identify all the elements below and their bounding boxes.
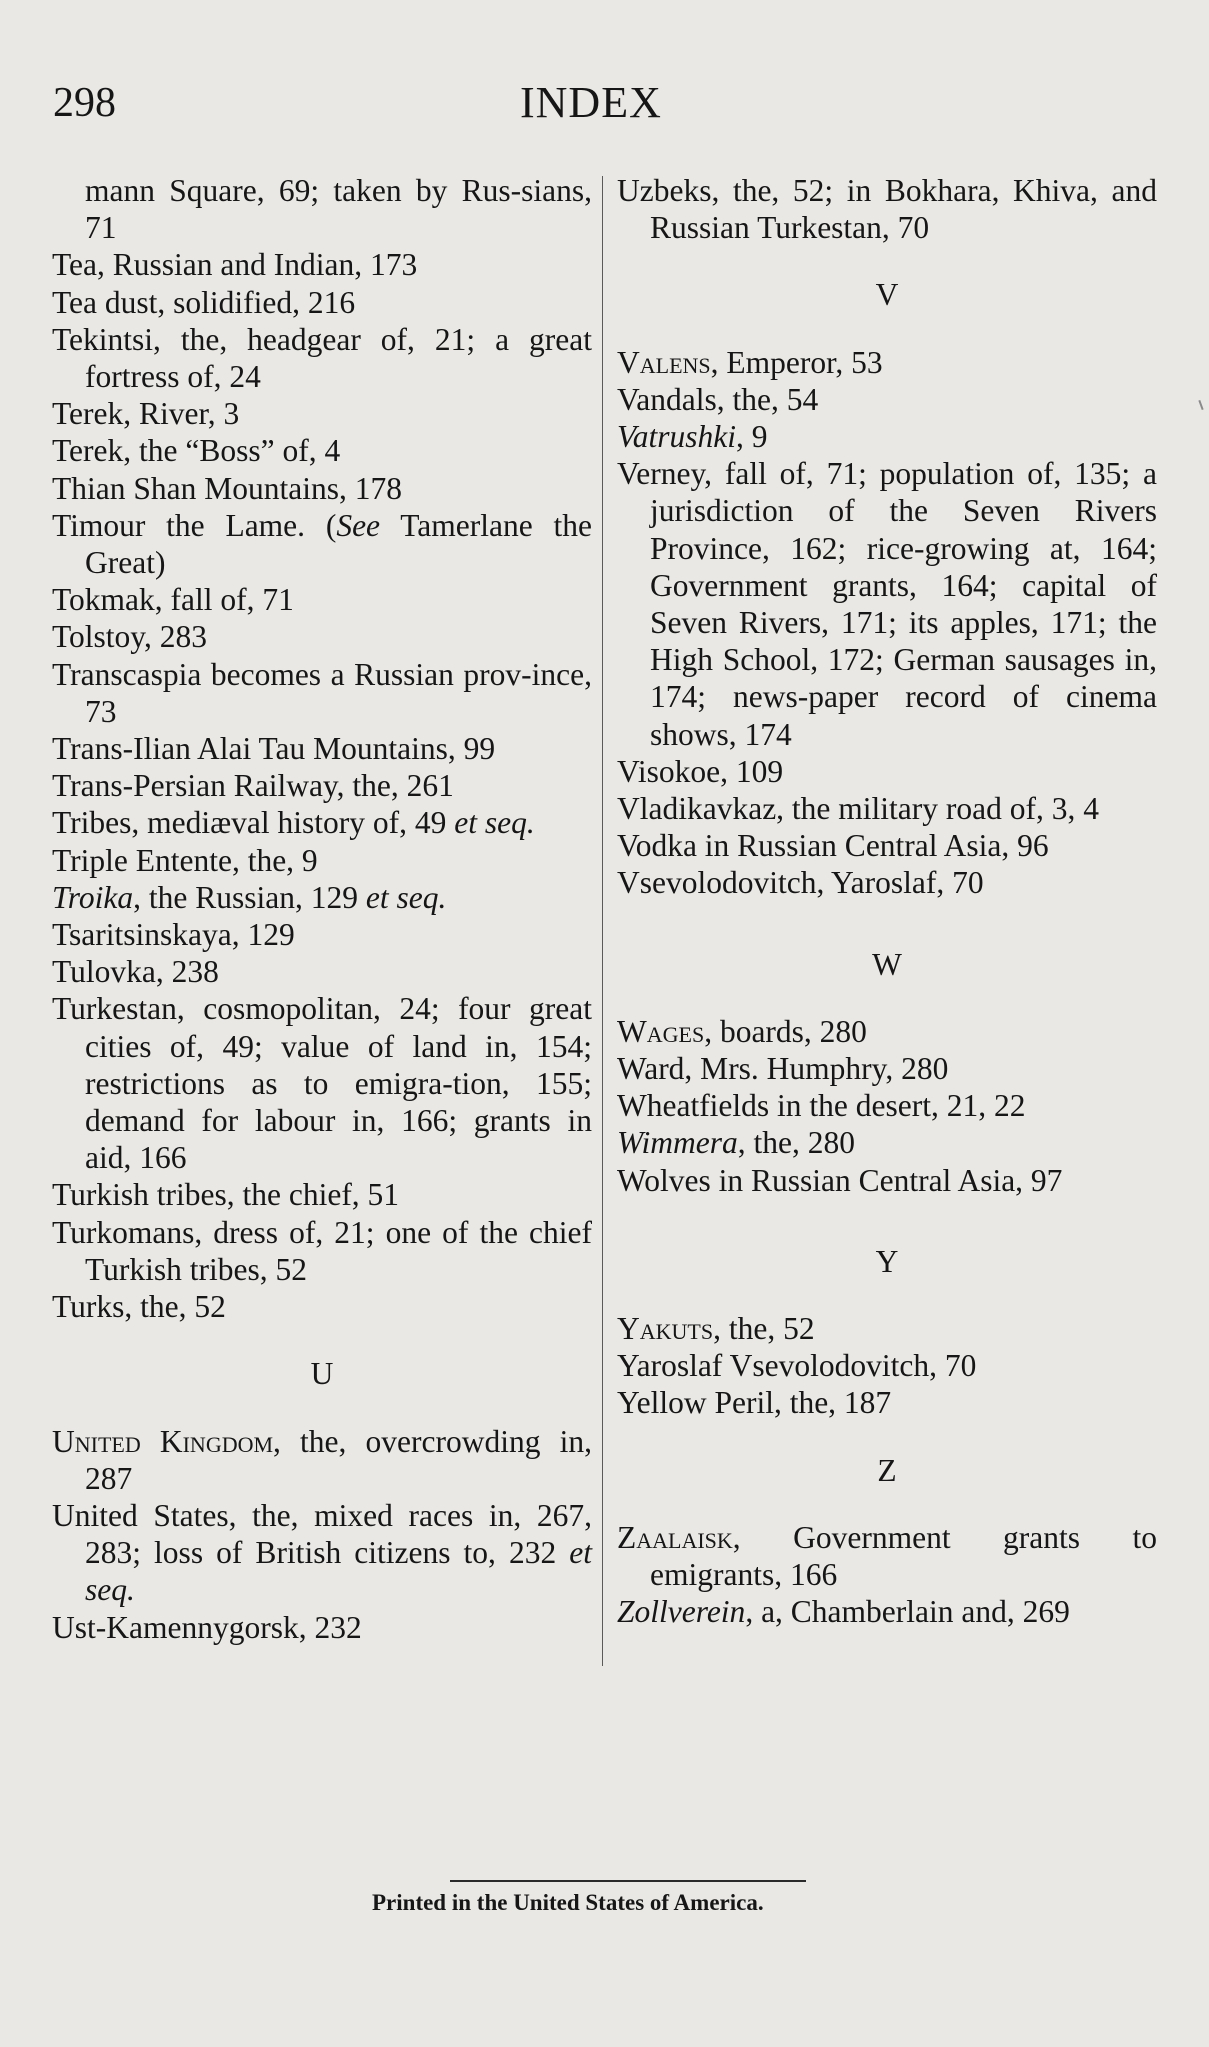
index-entry: Vsevolodovitch, Yaroslaf, 70 — [617, 865, 984, 901]
entry-italic: Wimmera — [617, 1125, 738, 1161]
index-entry — [52, 879, 592, 916]
index-entry: Triple Entente, the, 9 — [52, 842, 318, 878]
section-letter-u: U — [310, 1356, 334, 1392]
index-entry-continued: mann Square, 69; taken by Rus-sians, 71 — [85, 173, 592, 246]
index-entry: Trans-Persian Railway, the, 261 — [52, 768, 454, 804]
entry-small-caps: United Kingdom — [52, 1423, 274, 1459]
index-entry — [617, 1593, 1157, 1630]
index-entry: Turks, the, 52 — [52, 1289, 226, 1325]
entry-text: , the, 52 — [713, 1311, 815, 1347]
page-number: 298 — [53, 80, 116, 126]
section-letter-y: Y — [875, 1243, 899, 1279]
index-entry: Tea dust, solidified, 216 — [52, 284, 356, 320]
index-entry: Tekintsi, the, headgear of, 21; a great fortress of, 24 — [52, 321, 592, 395]
index-entry: Yaroslaf Vsevolodovitch, 70 — [617, 1348, 977, 1384]
entry-text: Tribes, mediæval history of, 49 — [52, 805, 455, 841]
index-entry: Vodka in Russian Central Asia, 96 — [617, 828, 1049, 864]
index-entry — [617, 1519, 1157, 1593]
index-entry: Tsaritsinskaya, 129 — [52, 917, 295, 953]
index-entry — [52, 507, 592, 581]
entry-text: , the, overcrowding in, 287 — [85, 1423, 592, 1496]
index-entry — [617, 344, 1157, 381]
entry-small-caps: Zaalaisk — [617, 1519, 733, 1555]
index-entry — [617, 418, 1157, 455]
entry-italic: et seq. — [454, 805, 535, 841]
index-entry — [52, 1497, 592, 1609]
index-entry: Visokoe, 109 — [617, 753, 784, 789]
index-entry: Transcaspia becomes a Russian prov-ince, 73 — [52, 656, 592, 729]
entry-text: , 9 — [736, 419, 768, 455]
entry-text: Tamerlane the Great) — [85, 507, 592, 581]
index-entry — [617, 1013, 1157, 1050]
page-title: INDEX — [520, 78, 662, 127]
index-entry: Turkomans, dress of, 21; one of the chief Turkish tribes, 52 — [52, 1214, 592, 1287]
entry-text: , Emperor, 53 — [710, 344, 883, 380]
index-entry: Tolstoy, 283 — [52, 619, 208, 655]
index-entry — [52, 804, 592, 841]
entry-text: , the Russian, 129 — [133, 879, 366, 915]
section-letter-v: V — [875, 277, 899, 313]
index-entry: Tulovka, 238 — [52, 954, 219, 990]
index-entry — [617, 1124, 1157, 1161]
index-entry: Terek, the “Boss” of, 4 — [52, 433, 341, 469]
column-divider — [602, 176, 603, 1666]
index-entry — [52, 1423, 592, 1497]
index-entry: Ust-Kamennygorsk, 232 — [52, 1609, 362, 1645]
entry-italic: et seq. — [365, 879, 447, 915]
entry-italic: Zollverein — [617, 1594, 746, 1630]
index-entry: Turkestan, cosmopolitan, 24; four great cities of, 49; value of land in, 154; restrictions as to emigra-tion, 155; demand for labour in, 166; grants in aid, 166 — [52, 991, 592, 1176]
index-entry: Vandals, the, 54 — [617, 381, 819, 417]
section-letter-w: W — [872, 946, 902, 982]
entry-text: , Government grants to emigrants, 166 — [650, 1519, 1157, 1593]
entry-small-caps: Valens — [617, 344, 711, 380]
index-entry: Thian Shan Mountains, 178 — [52, 470, 402, 506]
printer-imprint: Printed in the United States of America. — [372, 1890, 764, 1915]
index-entry: Yellow Peril, the, 187 — [617, 1385, 892, 1421]
index-entry: Uzbeks, the, 52; in Bokhara, Khiva, and Russian Turkestan, 70 — [617, 173, 1157, 246]
cross-reference-see: See — [336, 507, 381, 543]
entry-text: United States, the, mixed races in, 267, 283; loss of British citizens to, 232 — [52, 1497, 592, 1571]
entry-italic: Troika — [52, 879, 134, 915]
entry-small-caps: Wages — [617, 1013, 705, 1049]
index-entry: Tea, Russian and Indian, 173 — [52, 247, 418, 283]
print-speck — [1198, 400, 1203, 410]
footer-rule — [450, 1880, 806, 1882]
index-entry — [617, 1310, 1157, 1347]
index-entry: Wolves in Russian Central Asia, 97 — [617, 1162, 1063, 1198]
index-entry: Trans-Ilian Alai Tau Mountains, 99 — [52, 731, 496, 767]
entry-text: Timour the Lame. ( — [52, 507, 337, 543]
entry-italic: Vatrushki — [617, 419, 737, 455]
index-column-right — [617, 172, 1157, 1631]
entry-text: , boards, 280 — [704, 1013, 867, 1049]
index-column-left — [52, 172, 592, 1646]
index-entry: Terek, River, 3 — [52, 396, 240, 432]
entry-small-caps: Yakuts — [617, 1311, 714, 1347]
index-entry: Turkish tribes, the chief, 51 — [52, 1177, 400, 1213]
entry-text: , a, Chamberlain and, 269 — [745, 1594, 1070, 1630]
index-entry: Ward, Mrs. Humphry, 280 — [617, 1051, 949, 1087]
index-entry: Tokmak, fall of, 71 — [52, 582, 294, 618]
entry-italic: et seq. — [85, 1535, 592, 1608]
index-entry: Wheatfields in the desert, 21, 22 — [617, 1088, 1026, 1124]
index-entry: Vladikavkaz, the military road of, 3, 4 — [617, 791, 1099, 827]
entry-text: , the, 280 — [737, 1125, 855, 1161]
index-entry: Verney, fall of, 71; population of, 135; a jurisdiction of the Seven Rivers Province, 162; rice-growing at, 164; Government grants, 164; capital of Seven Rivers, 171; its apples, 171; the High School, 172; German sausages in, 174; news-paper record of cinema shows, 174 — [617, 456, 1157, 752]
section-letter-z: Z — [877, 1452, 897, 1488]
